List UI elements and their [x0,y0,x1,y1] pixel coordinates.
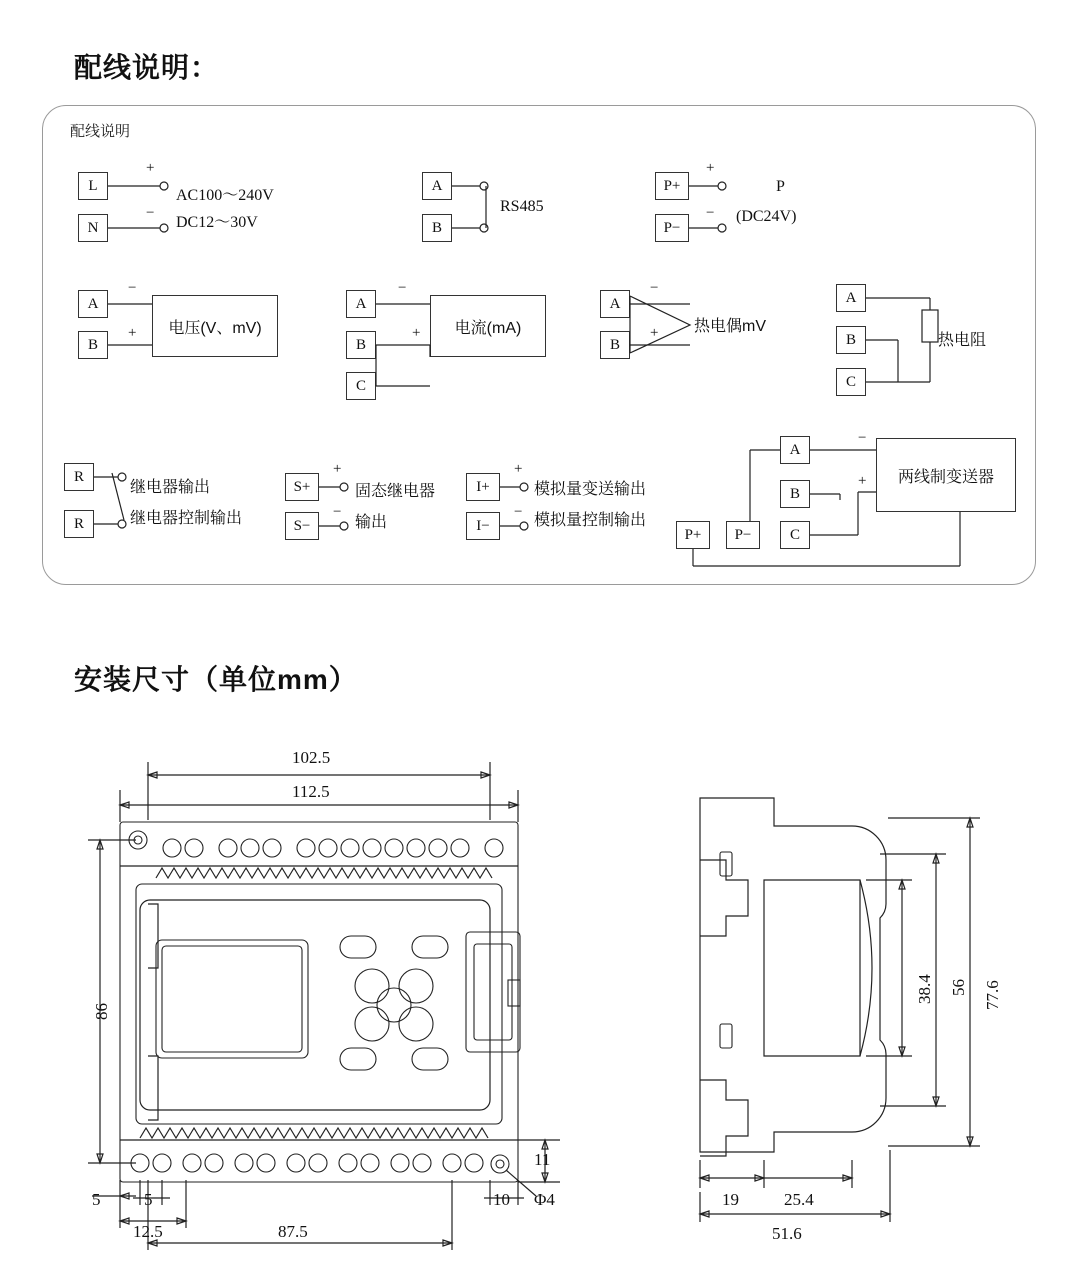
dim-56: 56 [949,979,968,996]
sign-P-plus: + [706,160,715,176]
sign-ssr-minus: − [333,504,342,520]
page-title-wiring: 配线说明： [74,52,220,83]
sign-tw-plus: + [858,473,867,489]
label-ac-range: AC100～240V [176,187,274,204]
terminal-tw-A: A [780,436,810,464]
terminal-rs485-B: B [422,214,452,242]
terminal-current-A: A [346,290,376,318]
label-P: P [776,178,785,195]
label-dc-range: DC12～30V [176,214,258,231]
terminal-tw-C: C [780,521,810,549]
terminal-rtd-B: B [836,326,866,354]
dim-38-4: 38.4 [915,974,934,1004]
sign-P-minus: − [706,205,715,221]
terminal-voltage-A: A [78,290,108,318]
terminal-L: L [78,172,108,200]
dim-11: 11 [534,1150,551,1169]
terminal-N: N [78,214,108,242]
sign-power-plus: + [146,160,155,176]
terminal-ssr-plus: S+ [285,473,319,501]
dim-5-second: 5 [144,1190,153,1209]
terminal-analog-plus: I+ [466,473,500,501]
sign-tc-plus: + [650,325,659,341]
terminal-rtd-C: C [836,368,866,396]
label-analog-control-output: 模拟量控制输出 [534,512,647,529]
sign-analog-minus: − [514,504,523,520]
sign-ssr-plus: + [333,461,342,477]
dim-87-5: 87.5 [278,1222,308,1241]
dim-10: 10 [493,1190,510,1209]
label-ssr-output: 输出 [355,514,388,531]
dim-phi4: Φ4 [534,1190,555,1209]
dim-19: 19 [722,1190,739,1209]
label-rs485: RS485 [500,198,544,215]
label-ssr: 固态继电器 [355,483,436,500]
sign-voltage-minus: − [128,280,137,296]
dim-102-5: 102.5 [292,748,331,767]
sign-current-minus: − [398,280,407,296]
sign-current-plus: + [412,325,421,341]
terminal-current-B: B [346,331,376,359]
terminal-ssr-minus: S− [285,512,319,540]
dim-5-left: 5 [92,1190,101,1209]
label-thermocouple: 热电偶mV [694,318,767,335]
terminal-tw-P-minus: P− [726,521,760,549]
sign-power-minus: − [146,205,155,221]
terminal-tc-A: A [600,290,630,318]
label-P-dc24v: (DC24V) [736,208,797,225]
sign-tw-minus: − [858,430,867,446]
dim-12-5: 12.5 [133,1222,163,1241]
label-analog-transmit-output: 模拟量变送输出 [534,481,647,498]
terminal-tw-P-plus: P+ [676,521,710,549]
block-current-input: 电流(mA) [430,295,546,357]
dim-25-4: 25.4 [784,1190,814,1209]
label-rtd: 热电阻 [938,332,987,349]
terminal-voltage-B: B [78,331,108,359]
sign-analog-plus: + [514,461,523,477]
dim-112-5: 112.5 [292,782,330,801]
terminal-current-C: C [346,372,376,400]
wiring-panel-caption: 配线说明 [70,123,131,140]
terminal-P-minus: P− [655,214,689,242]
terminal-relay-R1: R [64,463,94,491]
terminal-analog-minus: I− [466,512,500,540]
terminal-relay-R2: R [64,510,94,538]
terminal-tw-B: B [780,480,810,508]
page-title-dimensions: 安装尺寸（单位mm） [74,664,358,695]
dim-51-6: 51.6 [772,1224,802,1243]
dim-86: 86 [92,1003,111,1020]
dim-77-6: 77.6 [983,980,1002,1010]
label-relay-control-output: 继电器控制输出 [130,510,243,527]
sign-voltage-plus: + [128,325,137,341]
terminal-tc-B: B [600,331,630,359]
terminal-rs485-A: A [422,172,452,200]
block-two-wire-transmitter: 两线制变送器 [876,438,1016,512]
sign-tc-minus: − [650,280,659,296]
block-voltage-input: 电压(V、mV) [152,295,278,357]
terminal-P-plus: P+ [655,172,689,200]
terminal-rtd-A: A [836,284,866,312]
label-relay-output: 继电器输出 [130,479,211,496]
